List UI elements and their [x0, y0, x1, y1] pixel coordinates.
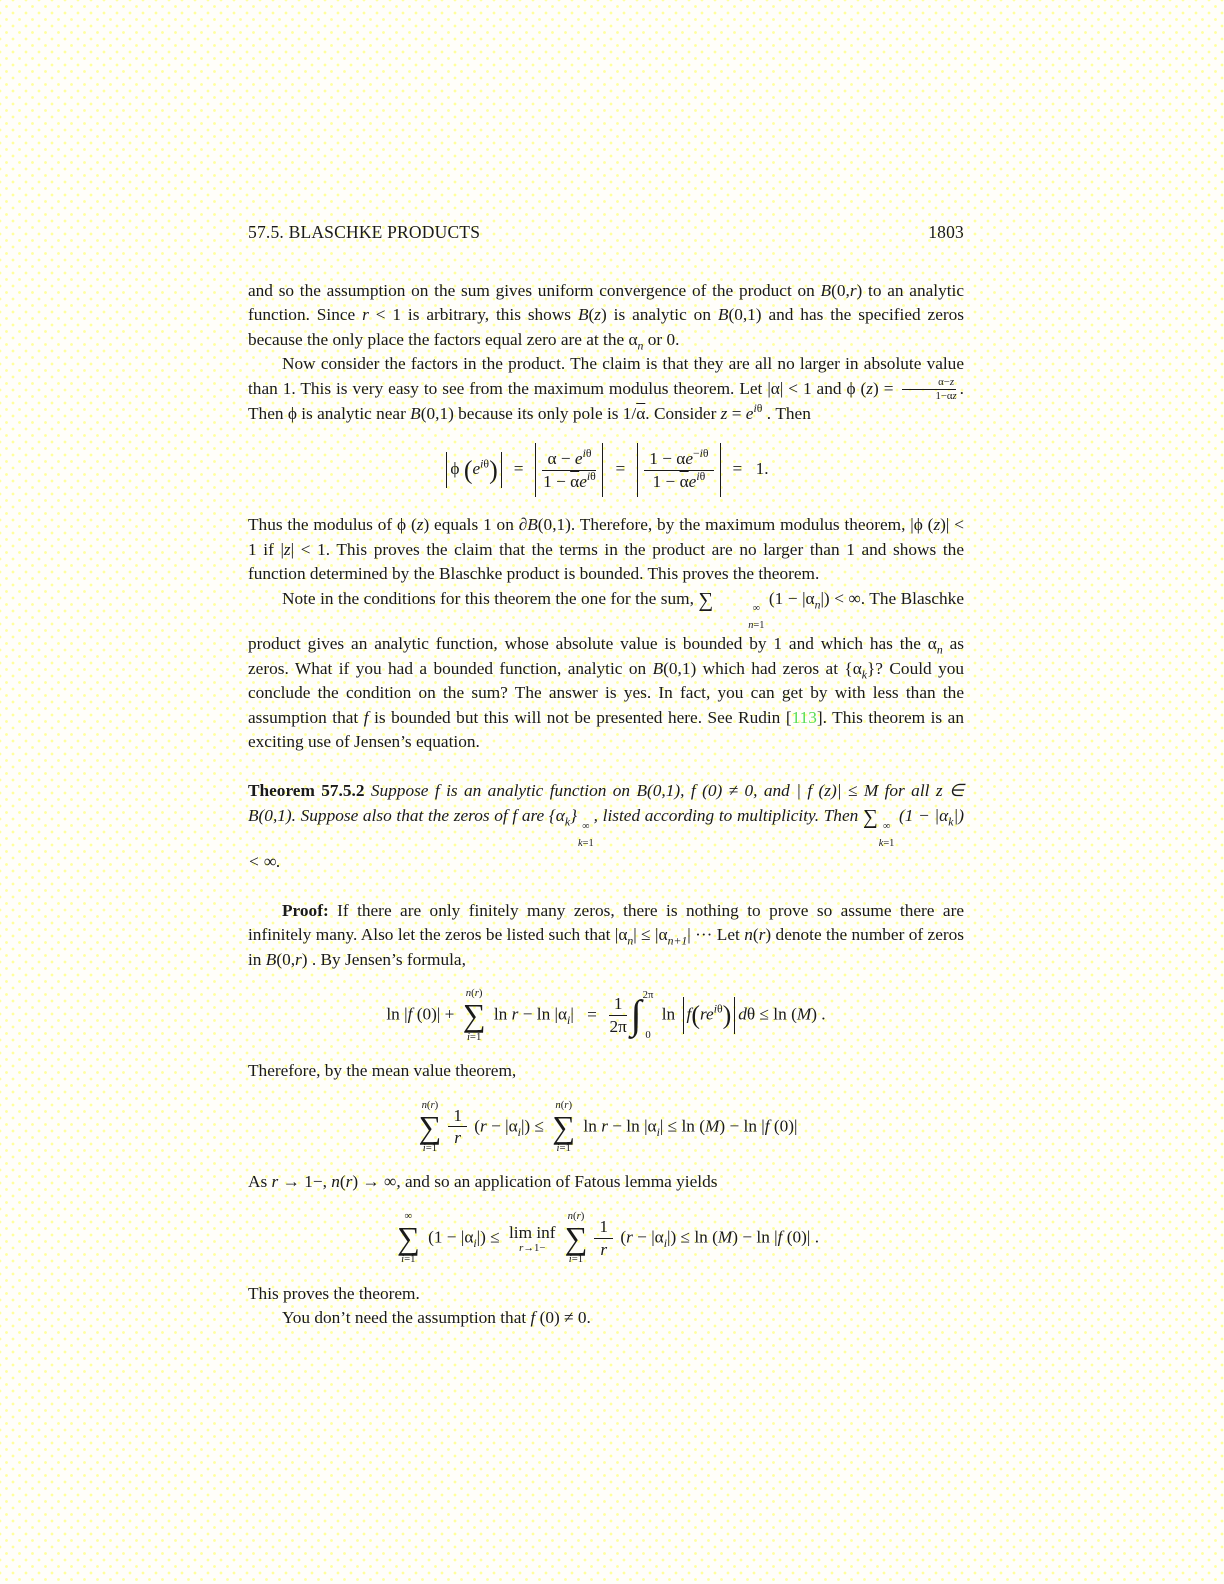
- paragraph-fatou: As r → 1−, n(r) → ∞, and so an application of Fatous lemma yields: [248, 1172, 718, 1192]
- citation-link-113[interactable]: 113: [791, 707, 817, 727]
- proof-paragraph: Proof: If there are only finitely many zeros, there is nothing to prove so assume there are infinitely many. Also let the zeros be listed such that $|\alpha_n| \le |\alpha_{n+1}|$ ··· Let n(r) denote the number of zeros in B(0,r) . By Jensen’s formula,: [248, 900, 965, 969]
- equation-mvt: n(r) ∑ i=1 $\frac{1}{r}$ $(r - |\alpha_i|)$ ≤ n(r) ∑ i=1 $\ln r - \ln |\alpha_i| \le \ln (M) - \ln |f$ (0)|: [418, 1098, 798, 1155]
- paragraph-mvt: Therefore, by the mean value theorem,: [248, 1061, 517, 1081]
- paragraph-note: Note in the conditions for this theorem the one for the sum, ∑ ∞ n=1 $(1 - |\alpha_n|)$ < ∞. The Blaschke product gives an analytic function, whose absolute value is bounded by 1 and which has the $\alpha_n$ as zeros. What if you had a bounded function, analytic on B(0,1) which had zeros at $\{\alpha_k\}$? Could you conclude the condition on the sum? The answer is yes. In fact, you can get by with less than the assumption that f is bounded but this will not be presented here. See Rudin [113]. This theorem is an exciting use of Jensen’s equation.: [248, 588, 964, 751]
- equation-jensen: ln |f (0)| + n(r) ∑ i=1 $\ln r - \ln |\alpha_i|$ = $\frac{1}{2\pi}$ ∫ 2π 0 $\ln f(re^{i\theta}) d\theta \le \ln (M)$ .: [386, 987, 826, 1043]
- paragraph-conclusion: This proves the theorem.: [248, 1283, 420, 1303]
- paragraph-remark: You don’t need the assumption that f (0) ≠ 0.: [282, 1308, 591, 1328]
- paragraph-factors: Now consider the factors in the product. The claim is that they are all no larger in absolute value than 1. This is very easy to see from the maximum modulus theorem. Let |α| < 1 and ϕ (z) = $\frac{\alpha-z}{1-\overline{\alpha}z}$ . Then ϕ is analytic near B(0,1) because its only pole is $1/\overline{\alpha}$. Consider $z = e^{i\theta}$ . Then: [248, 354, 964, 424]
- theorem-57-5-2: Theorem 57.5.2 Suppose f is an analytic function on B(0,1), f (0) ≠ 0, and | f (z)| ≤ M for all z ∈ B(0,1). Suppose also that the zeros of f are $\{\alpha_k\}$ ∞ k=1 , listed according to multiplicity. Then ∑ ∞ k=1 $(1 - |\alpha_k|)$ < ∞.: [248, 781, 964, 871]
- page-content: [248, 279, 964, 1331]
- paragraph-modulus: Thus the modulus of ϕ (z) equals 1 on ∂B(0,1). Therefore, by the maximum modulus theorem, |ϕ (z)| < 1 if |z| < 1. This proves the claim that the terms in the product are no larger than 1 and shows the function determined by the Blaschke product is bounded. This proves the theorem.: [248, 515, 964, 584]
- section-title: 57.5. BLASCHKE PRODUCTS: [248, 222, 481, 242]
- equation-phi-modulus: ϕ $(e^{i\theta})$ = $\frac{\alpha - e^{i\theta}}{1 - \overline{\alpha}e^{i\theta}}$ = $\frac{1 - \alpha e^{-i\theta}}{1 - \overline{\alpha}e^{i\theta}}$ = 1.: [248, 443, 964, 497]
- paragraph-intro: and so the assumption on the sum gives uniform convergence of the product on B(0,r) to an analytic function. Since r < 1 is arbitrary, this shows B(z) is analytic on B(0,1) and has the specified zeros because the only place the factors equal zero are at the $\alpha_n$ or 0.: [248, 281, 964, 353]
- equation-fatou: ∞ ∑ i=1 $(1 - |\alpha_i|)$ ≤ lim inf r→1− n(r) ∑ i=1 $\frac{1}{r}$ $(r - |\alpha_i|) \le \ln (M) - \ln |f$ (0)| .: [396, 1209, 820, 1266]
- page-number: 1803: [928, 222, 964, 242]
- page-header: [248, 222, 964, 243]
